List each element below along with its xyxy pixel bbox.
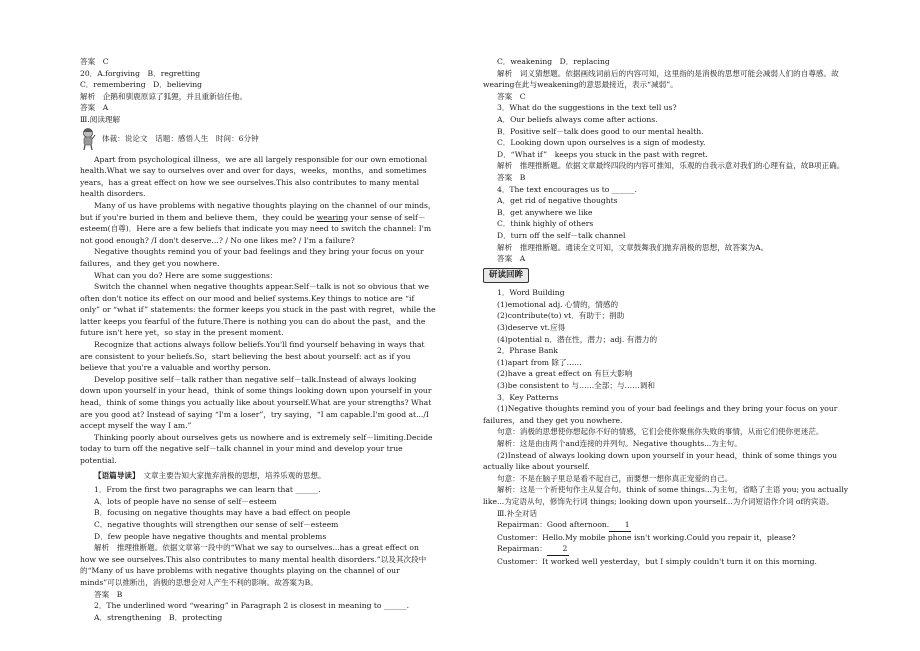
- dialog-line: Repairman：Good afternoon. 1: [483, 519, 855, 532]
- mascot-icon: [80, 127, 96, 151]
- question-20-options: C．remembering D．believing: [80, 80, 203, 90]
- vocab-line: (4)potential n．潜在性，潜力；adj. 有潜力的: [497, 334, 658, 344]
- answer-line: 答案 B: [497, 172, 526, 182]
- vocab-line: (3)deserve vt.应得: [497, 323, 566, 333]
- right-column: [483, 56, 855, 568]
- option-line: B．get anywhere we like: [497, 207, 593, 217]
- option-line: C．negative thoughts will strengthen our sense of self－esteem: [94, 519, 339, 529]
- passage-para-7: Develop positive self－talk rather than negative self－talk.Instead of always looking down upon yourself in your head，think of some things looking down upon yourself in your head，think of some things you actually like about yourself.What are your strengths? What are you good at? Instead of saying “I'm a loser”，try saying，“I am capable.I'm good at.../I accept myself the way I am.”: [80, 374, 432, 431]
- option-line: D．turn off the self－talk channel: [497, 230, 626, 240]
- answer-line: 答案 C: [497, 91, 526, 101]
- answer-blank: 2: [547, 543, 569, 556]
- option-line: B．focusing on negative thoughts may have a bad effect on people: [94, 508, 351, 518]
- pattern-meaning: 句意：不是在脑子里总是看不起自己，而要想一想你真正宠爱的自己。: [497, 473, 733, 483]
- option-line: A．lots of people have no sense of self－esteem: [94, 496, 277, 506]
- passage-para-2: Many of us have problems with negative thoughts playing on the channel of our minds，but if you're buried in them and believe them，they could be wearing your sense of self－esteem(自尊)．Here are a few beliefs that indicate you may need to switch the channel: I'm not good enough? /I don't deserve…? / No one likes me? / I'm a failure?: [80, 200, 436, 245]
- question-20: 20．A.forgiving B．regretting: [80, 68, 201, 78]
- dialog-line: Customer：It worked well yesterday，but I simply couldn't turn it on this morning.: [497, 556, 817, 566]
- guide-text: 文章主要告知大家抛弃消极的思想，培养乐观的思想。: [135, 470, 326, 480]
- passage-para-4: What can you do? Here are some suggestions：: [94, 270, 278, 280]
- question-1: 1．From the first two paragraphs we can learn that ______.: [94, 485, 321, 495]
- pattern-analysis: 解析：这是由由两个and连接的并列句。Negative thoughts...为主句。: [497, 439, 742, 448]
- dialog-line: Customer：Hello.My mobile phone isn't working.Could you repair it，please?: [497, 532, 796, 542]
- passage-para-8: Thinking poorly about ourselves gets us nowhere and is extremely self－limiting.Decide today to turn off the negative self－talk channel in your mind and develop your true potential.: [80, 432, 433, 465]
- section-heading: 1．Word Building: [497, 288, 565, 298]
- option-line: D．“What if” keeps you stuck in the past with regret.: [497, 149, 708, 159]
- pattern-sentence: (2)Instead of always looking down upon yourself in your head，think of some things you actually like about yourself.: [483, 450, 838, 472]
- section-title-dialog: Ⅲ.补全对话: [497, 508, 538, 518]
- explanation-line: 解析 推理推断题。依据文章第一段中的“What we say to ourselves...has a great effect on how we see ourselves.This also contributes to many mental health disorders.”以及其次段中的“Many of us have problems with negative thoughts playing on the channel of our minds”可以推断出，消极的思想会对人产生不利的影响。故答案为B。: [80, 543, 427, 587]
- option-line: A．Our beliefs always come after actions.: [497, 114, 658, 124]
- explanation-line: 解析 推理推断题。通读全文可知，文章鼓舞我们抛弃消极的思想，故答案为A。: [497, 242, 769, 252]
- vocab-line: (1)emotional adj. 心情的，情感的: [497, 299, 619, 309]
- option-line: B．Positive self－talk does good to our mental health.: [497, 126, 704, 136]
- passage-para-5: Switch the channel when negative thoughts appear.Self－talk is not so obvious that we often don't notice its effect on our mood and belief systems.Key things to notice are “if only” or “what if” statements: the former keeps you stuck in the past with regret，while the latter keeps you fearful of the future.There is nothing you can do about the past，and the future isn't here yet，so stay in the present moment.: [80, 282, 436, 338]
- phrase-line: (3)be consistent to 与……全部；与……调和: [497, 381, 655, 391]
- passage-para-1: Apart from psychological illness，we are all largely responsible for our own emotional health.What we say to ourselves over and over for days，weeks，months，and sometimes years，has a great effect on how we see ourselves.This also contributes to many mental health disorders.: [80, 154, 428, 199]
- passage-para-3: Negative thoughts remind you of your bad feelings and they bring your focus on your failures，and they get you nowhere.: [80, 247, 424, 268]
- option-line: A．get rid of negative thoughts: [497, 196, 618, 206]
- answer-line: 答案 A: [80, 103, 109, 113]
- review-badge: 研读回眸: [483, 268, 529, 284]
- option-line: D．few people have negative thoughts and mental problems: [94, 531, 327, 541]
- answer-line: 答案 C: [80, 57, 109, 66]
- underlined-word: wearing: [316, 212, 349, 222]
- guide-line: [80, 470, 436, 482]
- section-heading: 2．Phrase Bank: [497, 346, 558, 356]
- explanation-line: 解析 企鹅和驯鹿原谅了狐狸，并且重新信任他。: [80, 91, 248, 101]
- answer-blank: 1: [609, 519, 631, 532]
- answer-line: 答案 B: [94, 589, 123, 599]
- pattern-meaning: 句意：消极的思想使你想起你不好的情感，它们会使你聚焦你失败的事情，从而它们使你更迷茫。: [497, 427, 824, 437]
- question-2: 2．The underlined word “wearing” in Paragraph 2 is closest in meaning to ______.: [94, 601, 410, 611]
- question-3: 3．What do the suggestions in the text tell us?: [497, 103, 677, 113]
- option-line: A．strengthening B．protecting: [94, 612, 223, 622]
- question-4: 4．The text encourages us to ______.: [497, 184, 637, 194]
- explanation-line: 解析 推理推断题。依据文章最终四段的内容可推知，乐观的自我示意对我们的心理有益，故B项正确。: [497, 161, 845, 171]
- pattern-analysis: 解析：这是一个祈使句作主从复合句。think of some things...为主句，省略了主语 you; you actually like...为定语从句，修饰先行词 things; looking down upon yourself...为介词短语作介词 of的宾语。: [483, 485, 849, 506]
- option-line: C．Looking down upon ourselves is a sign of modesty.: [497, 138, 706, 148]
- guide-label: 【语篇导读】: [94, 470, 136, 480]
- pattern-sentence: (1)Negative thoughts remind you of your bad feelings and they bring your focus on your failures，and they get you nowhere.: [483, 404, 838, 425]
- phrase-line: (1)apart from 除了……: [497, 357, 582, 367]
- answer-line: 答案 A: [497, 254, 526, 264]
- dialog-line: Repairman： 2: [483, 543, 855, 556]
- vocab-line: (2)contribute(to) vt．有助于；捐助: [497, 311, 625, 321]
- option-line: C．weakening D．replacing: [497, 57, 610, 66]
- reading-header: [80, 127, 436, 151]
- phrase-line: (2)have a great effect on 有巨大影响: [497, 369, 633, 379]
- left-column: [80, 56, 436, 623]
- section-heading: 3．Key Patterns: [497, 392, 559, 402]
- reading-info: 体裁：说论文 话题：感悟人生 时间：6分钟: [102, 133, 259, 143]
- section-title-reading: Ⅲ.阅读理解: [80, 114, 121, 124]
- option-line: C．think highly of others: [497, 219, 594, 229]
- explanation-line: 解析 词义猜想题。依据画线词前后的内容可知，这里指的是消极的思想可能会减弱人们的自尊感。故wearing在此与weakening的意思最接近，表示“减弱”。: [483, 68, 839, 90]
- passage-para-6: Recognize that actions always follow beliefs.You'll find yourself behaving in ways that are consistent to your beliefs.So，start believing the best about yourself: act as if you believe that you're a valuable and worthy person.: [80, 340, 425, 373]
